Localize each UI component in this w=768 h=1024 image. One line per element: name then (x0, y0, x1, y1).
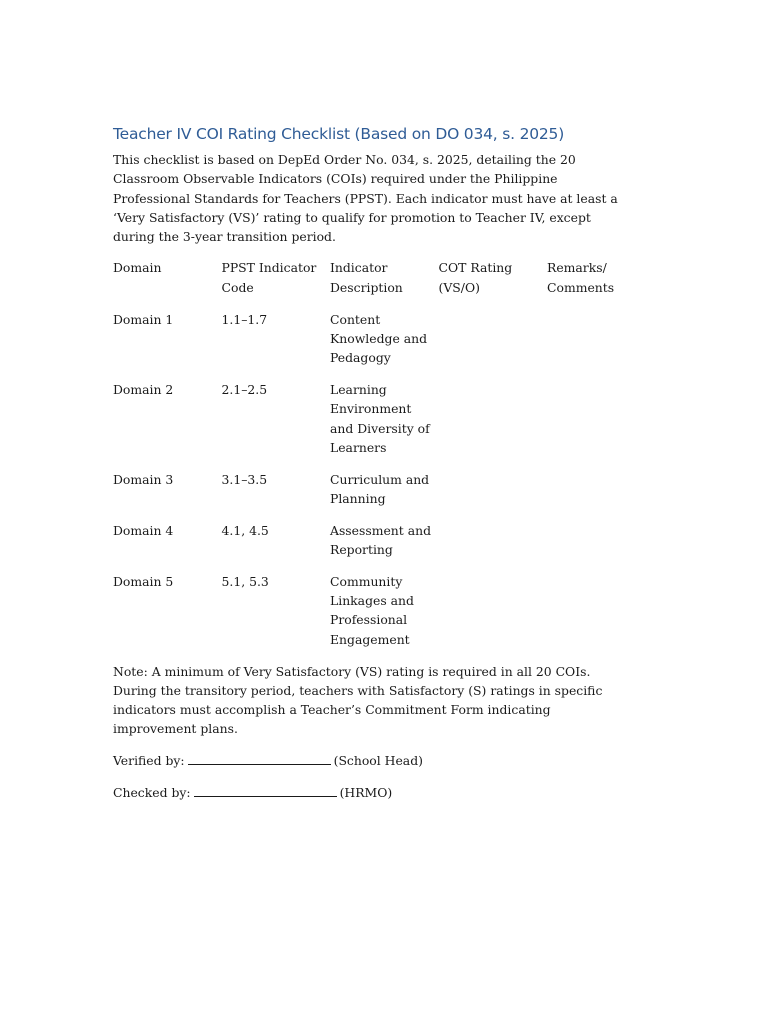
cell-domain: Domain 3 (113, 471, 174, 487)
header-remarks: Remarks/ Comments (547, 260, 615, 295)
cell-description: Community Linkages and Professional Engagement (330, 573, 414, 647)
header-domain: Domain (113, 260, 162, 276)
cell-description: Assessment and Reporting (330, 522, 431, 558)
cell-domain: Domain 2 (113, 381, 174, 397)
checked-by-role: (HRMO) (339, 785, 393, 801)
table-row (113, 521, 653, 572)
document-title: Teacher IV COI Rating Checklist (Based on DO 034, s. 2025) (113, 125, 565, 143)
cell-remarks[interactable] (547, 521, 653, 572)
table-row (113, 310, 653, 380)
cell-domain: Domain 1 (113, 311, 174, 327)
cell-remarks[interactable] (547, 572, 653, 662)
header-indicator-code: PPST Indicator Code (221, 260, 317, 295)
cell-description: Content Knowledge and Pedagogy (330, 311, 428, 366)
table-row (113, 470, 653, 521)
note-paragraph: Note: A minimum of Very Satisfactory (VS) rating is required in all 20 COIs. During the transitory period, teachers with Satisfactory (S) ratings in specific indicators must accomplish a Teacher’s Commitment Form indicating improvement plans. (113, 663, 603, 737)
header-cot-rating: COT Rating (VS/O) (438, 260, 513, 295)
cell-rating[interactable] (439, 521, 548, 572)
cell-remarks[interactable] (547, 380, 653, 470)
cell-code: 3.1–3.5 (221, 471, 268, 487)
cell-code: 1.1–1.7 (221, 311, 268, 327)
cell-domain: Domain 4 (113, 522, 174, 538)
cell-code: 4.1, 4.5 (221, 522, 269, 538)
table-row (113, 380, 653, 470)
header-indicator-description: Indicator Description (330, 260, 403, 295)
cell-rating[interactable] (439, 470, 548, 521)
checklist-table (113, 258, 653, 661)
checked-by-label: Checked by: (113, 785, 191, 801)
verified-by-role: (School Head) (333, 753, 423, 769)
cell-description: Learning Environment and Diversity of Learners (330, 381, 430, 455)
cell-remarks[interactable] (547, 470, 653, 521)
cell-rating[interactable] (439, 380, 548, 470)
document-body (113, 122, 633, 815)
cell-description: Curriculum and Planning (330, 471, 430, 506)
cell-remarks[interactable] (547, 310, 653, 380)
cell-rating[interactable] (439, 572, 548, 662)
cell-rating[interactable] (439, 310, 548, 380)
verified-by-line (113, 751, 633, 770)
intro-paragraph: This checklist is based on DepEd Order No. 034, s. 2025, detailing the 20 Classroom Observable Indicators (COIs) required under the Philippine Professional Standards for Teachers (PPST). Each indicator must have at least a ‘Very Satisfactory (VS)’ rating to qualify for promotion to Teacher IV, except during the 3-year transition period. (113, 152, 618, 245)
checked-by-line (113, 783, 633, 802)
table-row (113, 572, 653, 662)
verified-by-label: Verified by: (113, 753, 185, 769)
checked-signature-blank[interactable] (194, 785, 337, 797)
verified-signature-blank[interactable] (188, 753, 331, 765)
cell-domain: Domain 5 (113, 573, 174, 589)
cell-code: 2.1–2.5 (221, 381, 268, 397)
cell-code: 5.1, 5.3 (221, 573, 269, 589)
table-header-row (113, 258, 653, 309)
